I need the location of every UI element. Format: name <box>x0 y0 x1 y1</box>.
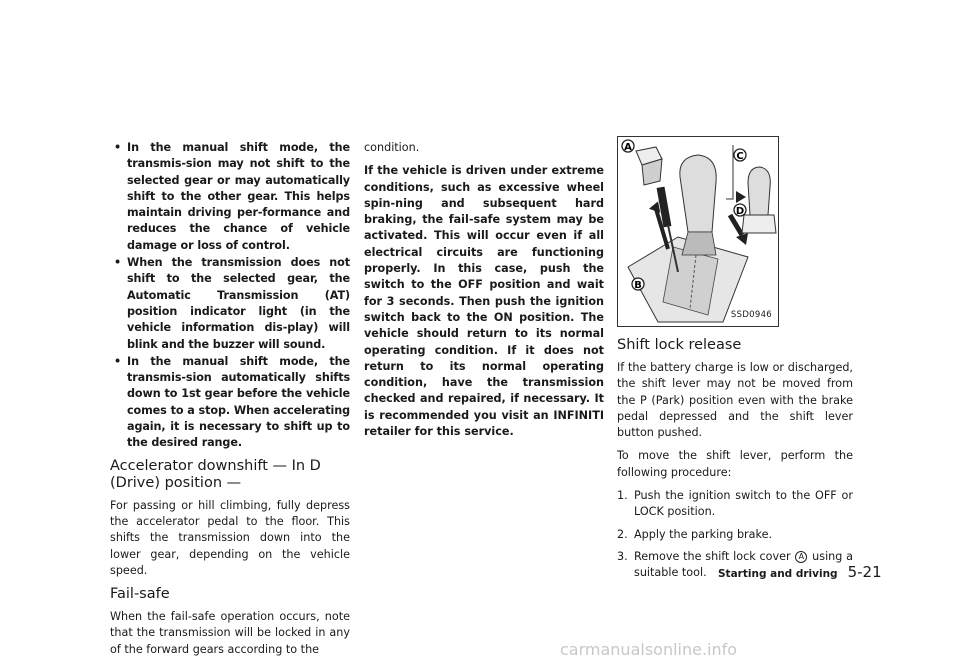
bullet-manual-shift-2: • In the manual shift mode, the transmis-sion automatically shifts down to 1st gear before the vehicle comes to a stop. When accelerating again, it is necessary to shift up to the desired range. <box>114 354 350 450</box>
bullet-manual-shift-1: • In the manual shift mode, the transmis-sion may not shift to the selected gear or may automatically shift to the other gear. This helps maintain driving per-formance and reduces the chance of vehicle damage or loss of control. <box>114 141 350 252</box>
callout-c-label: C <box>736 151 744 162</box>
step-2: 2. Apply the parking brake. <box>617 527 773 541</box>
page-number: 5-21 <box>847 563 882 581</box>
shift-lever-illustration <box>618 137 778 326</box>
step-1: 1. Push the ignition switch to the OFF or LOCK position. <box>617 489 853 519</box>
figure-code: SSD0946 <box>730 309 772 320</box>
paragraph-fail-safe: When the fail-safe operation occurs, note that the transmission will be locked in any of the forward gears according to the <box>110 610 350 656</box>
right-column <box>617 136 853 588</box>
step-3: 3. Remove the shift lock cover A using a suitable tool. <box>617 549 853 580</box>
callout-d-label: D <box>735 206 745 217</box>
middle-column <box>364 140 604 447</box>
paragraph-shift-lock: If the battery charge is low or discharged, the shift lever may not be moved from the P (Park) position even with the brake pedal depressed and the shift lever button pushed. <box>617 361 853 440</box>
paragraph-accelerator-downshift: For passing or hill climbing, fully depress the accelerator pedal to the floor. This shifts the transmission down into the lower gear, depending on the vehicle speed. <box>110 498 350 577</box>
bullet-no-shift: • When the transmission does not shift to the selected gear, the Automatic Transmission (AT) position indicator light (in the vehicle information dis-play) will blink and the buzzer will sound. <box>114 256 350 351</box>
footer-section: Starting and driving <box>718 568 838 580</box>
heading-shift-lock-release: Shift lock release <box>617 337 742 353</box>
heading-accelerator-downshift: Accelerator downshift — In D (Drive) position — <box>110 457 321 491</box>
left-column <box>110 140 350 665</box>
callout-a-inline: A <box>795 551 807 563</box>
paragraph-condition: condition. <box>364 141 420 154</box>
paragraph-extreme-conditions: If the vehicle is driven under extreme conditions, such as excessive wheel spin-ning and subsequent hard braking, the fail-safe system may be activated. This will occur even if all electrical circuits are functioning properly. In this case, push the switch to the OFF position and wait for 3 seconds. Then push the ignition switch back to the ON position. The vehicle should return to its normal operating condition. If it does not return to its normal operating condition, have the transmission checked and repaired, if necessary. It is recommended you visit an INFINITI retailer for this service. <box>364 164 604 439</box>
heading-fail-safe: Fail-safe <box>110 586 170 603</box>
paragraph-move-lever: To move the shift lever, perform the following procedure: <box>617 449 853 479</box>
page-footer <box>718 563 882 581</box>
shift-lock-figure <box>617 136 779 327</box>
callout-a-label: A <box>624 142 632 153</box>
watermark: carmanualsonline.info <box>560 640 738 659</box>
callout-b-label: B <box>634 280 642 291</box>
